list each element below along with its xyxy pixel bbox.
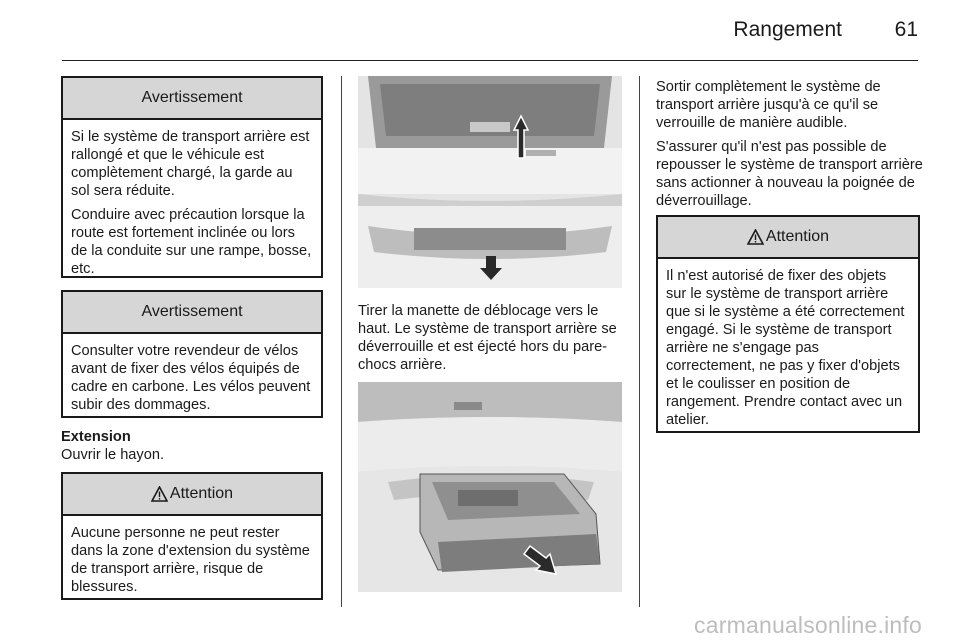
page-title: Rangement (733, 18, 842, 41)
warning-box-body (63, 334, 321, 420)
attention-box-injury (61, 472, 323, 600)
column-divider-right (639, 76, 640, 607)
attention-box-header (658, 217, 918, 259)
column-divider-left (341, 76, 342, 607)
warning-paragraph: Si le système de transport arrière est rallongé et que le véhicule est complètement chargé, la garde au sol sera réduite. (71, 129, 310, 199)
caption-text: Tirer la manette de déblocage vers le haut. Le système de transport arrière se déverrouille et est éjecté hors du pare-chocs arrière. (358, 303, 617, 373)
section-heading: Extension (61, 429, 131, 445)
figure-caption (358, 302, 626, 380)
warning-box-title: Avertissement (141, 303, 243, 320)
warning-box-title: Avertissement (141, 89, 243, 106)
warning-paragraph: Consulter votre revendeur de vélos avant de fixer des vélos équipés de cadre en carbone. Les vélos peuvent subir des dommages. (71, 343, 311, 413)
attention-box-title: Attention (169, 485, 234, 502)
header-divider (62, 60, 918, 61)
attention-box-header (63, 474, 321, 516)
attention-box-fixing-objects (656, 215, 920, 433)
figure-extended-carrier (358, 382, 622, 592)
instruction-paragraph: S'assurer qu'il n'est pas possible de repousser le système de transport arrière sans actionner à nouveau la poignée de déverrouillage. (656, 139, 923, 209)
attention-box-body (63, 516, 321, 602)
figure-release-handle (358, 76, 622, 288)
attention-box-title: Attention (765, 228, 830, 245)
page-number: 61 (894, 18, 918, 41)
extension-section (61, 428, 323, 464)
warning-box-carbon-bikes (61, 290, 323, 418)
section-text: Ouvrir le hayon. (61, 447, 165, 463)
car-rear-illustration (358, 76, 622, 288)
warning-triangle-icon (151, 486, 168, 502)
instructions-text (656, 78, 924, 216)
warning-paragraph: Conduire avec précaution lorsque la route est fortement inclinée ou lors de la conduite sur une rampe, bosse, etc. (71, 207, 312, 277)
warning-box-header (63, 78, 321, 120)
warning-box-ground-clearance (61, 76, 323, 278)
instruction-paragraph: Sortir complètement le système de transport arrière jusqu'à ce qu'il se verrouille de manière audible. (656, 79, 881, 131)
warning-box-body (63, 120, 321, 284)
attention-box-body (658, 259, 918, 435)
bike-carrier-illustration (358, 382, 622, 592)
attention-paragraph: Aucune personne ne peut rester dans la zone d'extension du système de transport arrière, risque de blessures. (71, 525, 310, 595)
warning-triangle-icon (747, 229, 764, 245)
watermark-text: carmanualsonline.info (694, 612, 922, 638)
attention-paragraph: Il n'est autorisé de fixer des objets sur le système de transport arrière que si le système a été correctement engagé. Si le système de transport arrière ne s'engage pas correctement, ne pas y fixer d'objets et le coulisser en position de rangement. Prendre contact avec un atelier. (666, 268, 905, 428)
warning-box-header (63, 292, 321, 334)
